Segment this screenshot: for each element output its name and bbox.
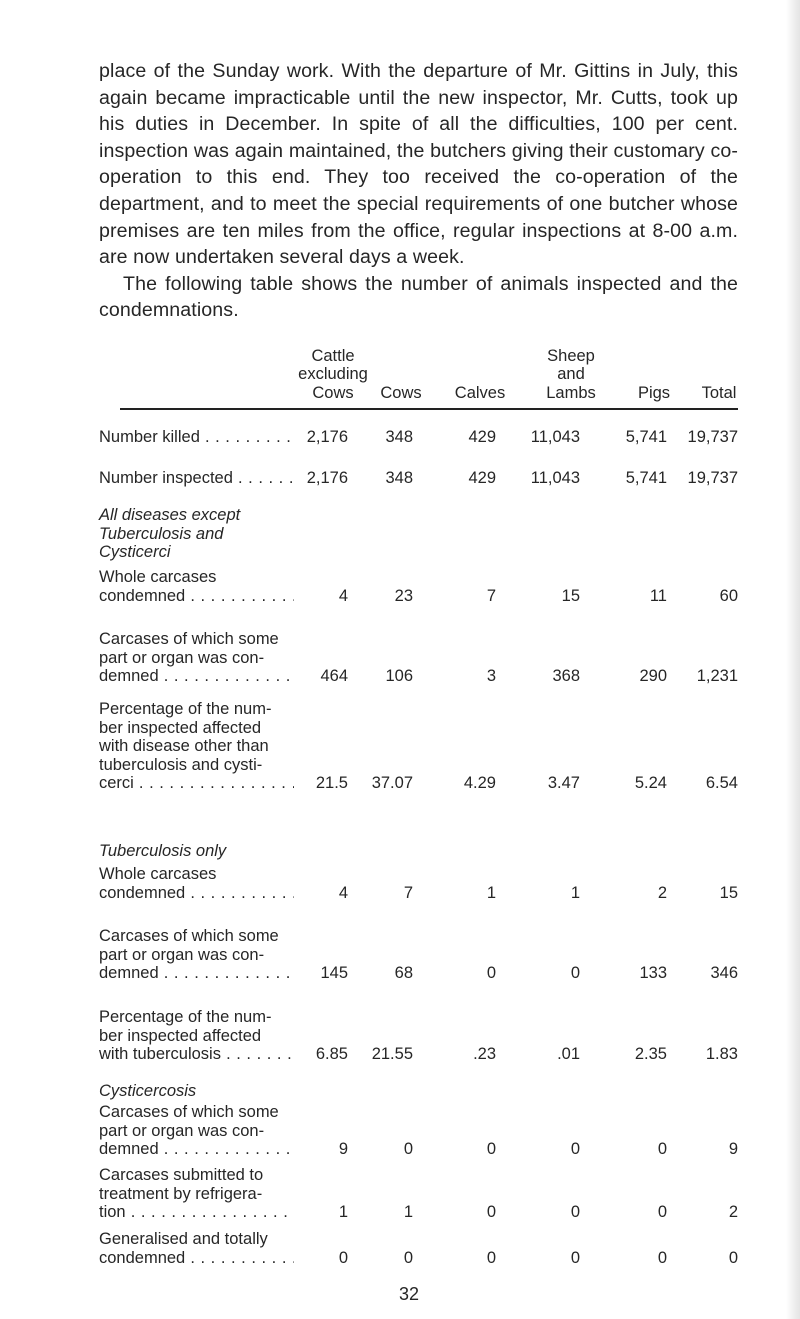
table-cell: 4 <box>338 883 348 902</box>
intro-paragraph-1: place of the Sunday work. With the departure of Mr. Gittins in July, this again became impracticable until the new inspector, Mr. Cutts, took up his duties in December. In spite of all the difficulties, 100 per cent. inspection was again maintained, the butchers giving their customary co-operation to this end. They too received the co-operation of the department, and to meet the special requirements of one butcher whose premises are ten miles from the office, regular inspections at 8-00 a.m. are now undertaken several days a week. <box>99 60 738 269</box>
table-cell: 0 <box>570 1248 580 1267</box>
table-cell: 2.35 <box>634 1045 667 1063</box>
table-cell: 0 <box>728 1248 738 1267</box>
table-cell: 6.54 <box>705 774 738 792</box>
row-label-number-inspected: Number inspected . . . <box>99 469 294 488</box>
column-header-sheep: Sheep and Lambs <box>546 346 596 402</box>
table-cell: 11 <box>649 586 667 605</box>
table-cell: 2 <box>728 1203 738 1221</box>
column-header-cattle: Cattle excluding Cows <box>298 346 368 402</box>
table-cell: 11,043 <box>530 428 580 446</box>
table-cell: 348 <box>385 469 413 487</box>
table-cell: .01 <box>557 1045 580 1063</box>
intro-text <box>99 58 738 324</box>
table-cell: 0 <box>570 1140 580 1158</box>
table-cell: 15 <box>719 883 738 902</box>
table-cell: 145 <box>320 964 348 982</box>
row-label-number-killed: Number killed . . . <box>99 428 294 447</box>
table-cell: 0 <box>403 1140 413 1158</box>
table-cell: 4 <box>338 586 348 605</box>
table-cell: 133 <box>639 964 667 982</box>
table-cell: 1 <box>403 1203 413 1221</box>
table-cell: 368 <box>552 667 580 685</box>
table-cell: 5,741 <box>625 469 667 487</box>
row-label-cyst-part-condemned: Carcases of which some part or organ was con- demned . . . <box>99 1103 294 1159</box>
table-cell: 19,737 <box>687 428 738 446</box>
table-cell: 0 <box>338 1248 348 1267</box>
table-cell: 11,043 <box>530 469 580 487</box>
intro-paragraph-2: The following table shows the number of animals inspected and the condemnations. <box>99 272 738 322</box>
page-edge-shadow <box>786 0 800 1319</box>
table-cell: 7 <box>486 586 496 605</box>
table-cell: 0 <box>570 1203 580 1221</box>
row-label-tb-percentage: Percentage of the num- ber inspected affected with tuberculosis . . . <box>99 1008 294 1064</box>
header-rule <box>120 408 738 410</box>
table-cell: 0 <box>657 1140 667 1158</box>
column-header-calves: Calves <box>454 383 506 402</box>
table-cell: 346 <box>710 964 738 982</box>
table-cell: 60 <box>719 586 738 605</box>
table-cell: 0 <box>486 964 496 982</box>
table-cell: 0 <box>657 1203 667 1221</box>
table-cell: .23 <box>473 1045 496 1063</box>
table-cell: 19,737 <box>687 469 738 487</box>
column-header-total: Total <box>701 383 737 402</box>
table-cell: 0 <box>657 1248 667 1267</box>
table-cell: 0 <box>570 964 580 982</box>
row-label-tb-part-condemned: Carcases of which some part or organ was con- demned . . . <box>99 927 294 983</box>
table-cell: 106 <box>385 667 413 685</box>
table-cell: 2,176 <box>306 469 348 487</box>
table-cell: 2 <box>657 883 667 902</box>
row-label-refrigeration: Carcases submitted to treatment by refrigera- tion . . . <box>99 1166 294 1222</box>
table-cell: 15 <box>561 586 580 605</box>
table-cell: 0 <box>486 1248 496 1267</box>
table-cell: 429 <box>468 428 496 446</box>
table-cell: 1 <box>338 1203 348 1221</box>
row-label-tb-whole-carcases: Whole carcases condemned . . . <box>99 865 294 902</box>
table-cell: 1 <box>486 883 496 902</box>
table-cell: 3.47 <box>547 774 580 792</box>
row-label-percentage-disease: Percentage of the num- ber inspected affected with disease other than tuberculosis and cysti- cerci . . . <box>99 700 294 793</box>
section-title-tuberculosis: Tuberculosis only <box>99 842 227 860</box>
table-cell: 1.83 <box>705 1045 738 1063</box>
table-cell: 37.07 <box>371 774 413 792</box>
table-cell: 9 <box>728 1140 738 1158</box>
table-cell: 0 <box>403 1248 413 1267</box>
page-number: 32 <box>398 1284 420 1304</box>
row-label-whole-carcases: Whole carcases condemned . . . <box>99 568 294 605</box>
table-cell: 348 <box>385 428 413 446</box>
table-cell: 1,231 <box>696 667 738 685</box>
table-cell: 4.29 <box>463 774 496 792</box>
table-cell: 7 <box>403 883 413 902</box>
section-title-all-diseases: All diseases except Tuberculosis and Cysticerci <box>99 506 241 561</box>
table-cell: 21.5 <box>315 774 348 792</box>
table-cell: 2,176 <box>306 428 348 446</box>
table-cell: 0 <box>486 1203 496 1221</box>
column-header-cows: Cows <box>380 383 422 402</box>
column-header-pigs: Pigs <box>637 383 671 402</box>
table-cell: 464 <box>320 667 348 685</box>
row-label-part-condemned: Carcases of which some part or organ was con- demned . . . <box>99 630 294 686</box>
row-label-generalised: Generalised and totally condemned . . . <box>99 1230 294 1267</box>
table-cell: 6.85 <box>315 1045 348 1063</box>
table-cell: 3 <box>486 667 496 685</box>
table-cell: 5.24 <box>634 774 667 792</box>
table-cell: 9 <box>338 1140 348 1158</box>
table-cell: 0 <box>486 1140 496 1158</box>
table-cell: 68 <box>394 964 413 982</box>
table-cell: 1 <box>570 883 580 902</box>
table-cell: 23 <box>394 586 413 605</box>
table-cell: 21.55 <box>371 1045 413 1063</box>
table-cell: 290 <box>639 667 667 685</box>
section-title-cysticercosis: Cysticercosis <box>99 1082 197 1100</box>
table-cell: 429 <box>468 469 496 487</box>
table-cell: 5,741 <box>625 428 667 446</box>
